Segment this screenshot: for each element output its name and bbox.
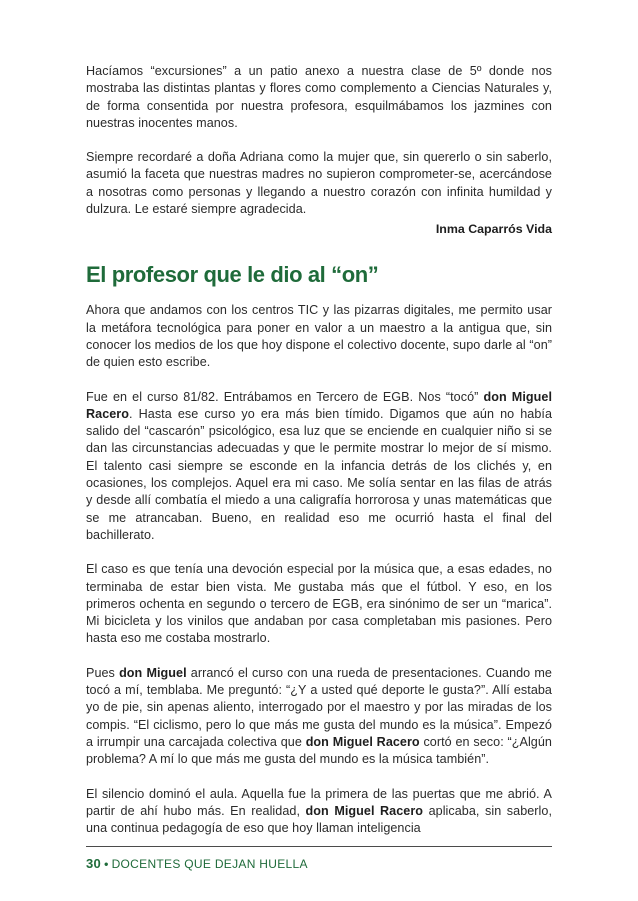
section-paragraph-2 [86,389,552,545]
bold-name: don Miguel [119,665,187,680]
text-run: aplicaba, sin saberlo, una continua pedagogía de eso que hoy llaman inteligencia [86,803,552,836]
text-run: Fue en el curso 81/82. Entrábamos en Tercero de EGB. Nos “tocó” [86,389,484,404]
intro-paragraph-1: Hacíamos “excursiones” a un patio anexo a nuestra clase de 5º donde nos mostraba las distintas plantas y flores como complemento a Ciencias Naturales y, de forma consentida por nuestra profesora, esquilmábamos los jazmines con nuestras inocentes manos. [86,64,552,130]
running-title: DOCENTES QUE DEJAN HUELLA [111,857,308,871]
section-paragraph-3: El caso es que tenía una devoción especial por la música que, a esas edades, no terminaba de estar bien vista. Me gustaba más que el fútbol. Y eso, en los primeros ochenta en segundo o tercero de EGB, era sinónimo de ser un “marica”. Mi bicicleta y los vinilos que andaban por casa completaban mis pasiones. Pero hasta eso me costaba mostrarlo. [86,562,552,646]
section-title: El profesor que le dio al “on” [86,262,379,288]
page-number: 30 [86,856,102,871]
text-run: Pues [86,665,120,680]
section-paragraph-4 [86,665,552,769]
text-run: arrancó el curso con una rueda de presentaciones. Cuando me tocó a mí, temblaba. Me preguntó: “¿Y a usted qué deporte le gusta?”. Allí estaba yo de pie, sin apenas aliento, interrogado por el maestro y por las miradas de los compis. “El ciclismo, pero lo que más me gusta del mundo es la música”. Empezó a irrumpir una carcajada colectiva que [86,665,552,749]
text-run: El silencio dominó el aula. Aquella fue la primera de las puertas que me abrió. A partir de ahí hubo más. En realidad, [86,786,552,818]
section-paragraph-1: Ahora que andamos con los centros TIC y las pizarras digitales, me permito usar la metáfora tecnológica para poner en valor a un maestro a la antigua que, sin conocer los medios de los que hoy dispone el colectivo docente, supo darle al “on” de quien esto escribe. [86,303,552,370]
bold-name: don Miguel Racero [305,734,420,749]
section-paragraph-5 [86,786,552,838]
text-run: cortó en seco: “¿Algún problema? A mí lo que más me gusta del mundo es la música también”. [86,734,552,767]
bold-name: don Miguel Racero [305,803,424,818]
footer-separator: • [104,857,109,871]
page-content [86,63,552,854]
intro-paragraph-2: Siempre recordaré a doña Adriana como la mujer que, sin quererlo o sin saberlo, asumió la faceta que nuestras madres no supieron comprometer-se, acercándose a nosotras como personas y llegando a nuestro corazón con infinita humildad y dulzura. Le estaré siempre agradecida. [86,150,552,217]
bold-name: don Miguel Racero [86,389,552,421]
text-run: . Hasta ese curso yo era más bien tímido. Digamos que aún no había salido del “cascarón” psicológico, esa luz que se enciende en cualquier niño si se dan las circunstancias adecuadas y que le permite mostrar lo mejor de sí mismo. El talento casi siempre se esconde en la infancia detrás de los clichés y, en ocasiones, los complejos. Aquel era mi caso. Me solía sentar en las filas de atrás y desde allí combatía el miedo a una caligrafía horrorosa y unas matemáticas que se me atrancaban. Bueno, en realidad eso me ocurrió hasta el final del bachillerato. [86,406,552,542]
page-footer [86,856,308,871]
author-signature: Inma Caparrós Vida [435,222,552,237]
footer-divider [86,846,552,847]
